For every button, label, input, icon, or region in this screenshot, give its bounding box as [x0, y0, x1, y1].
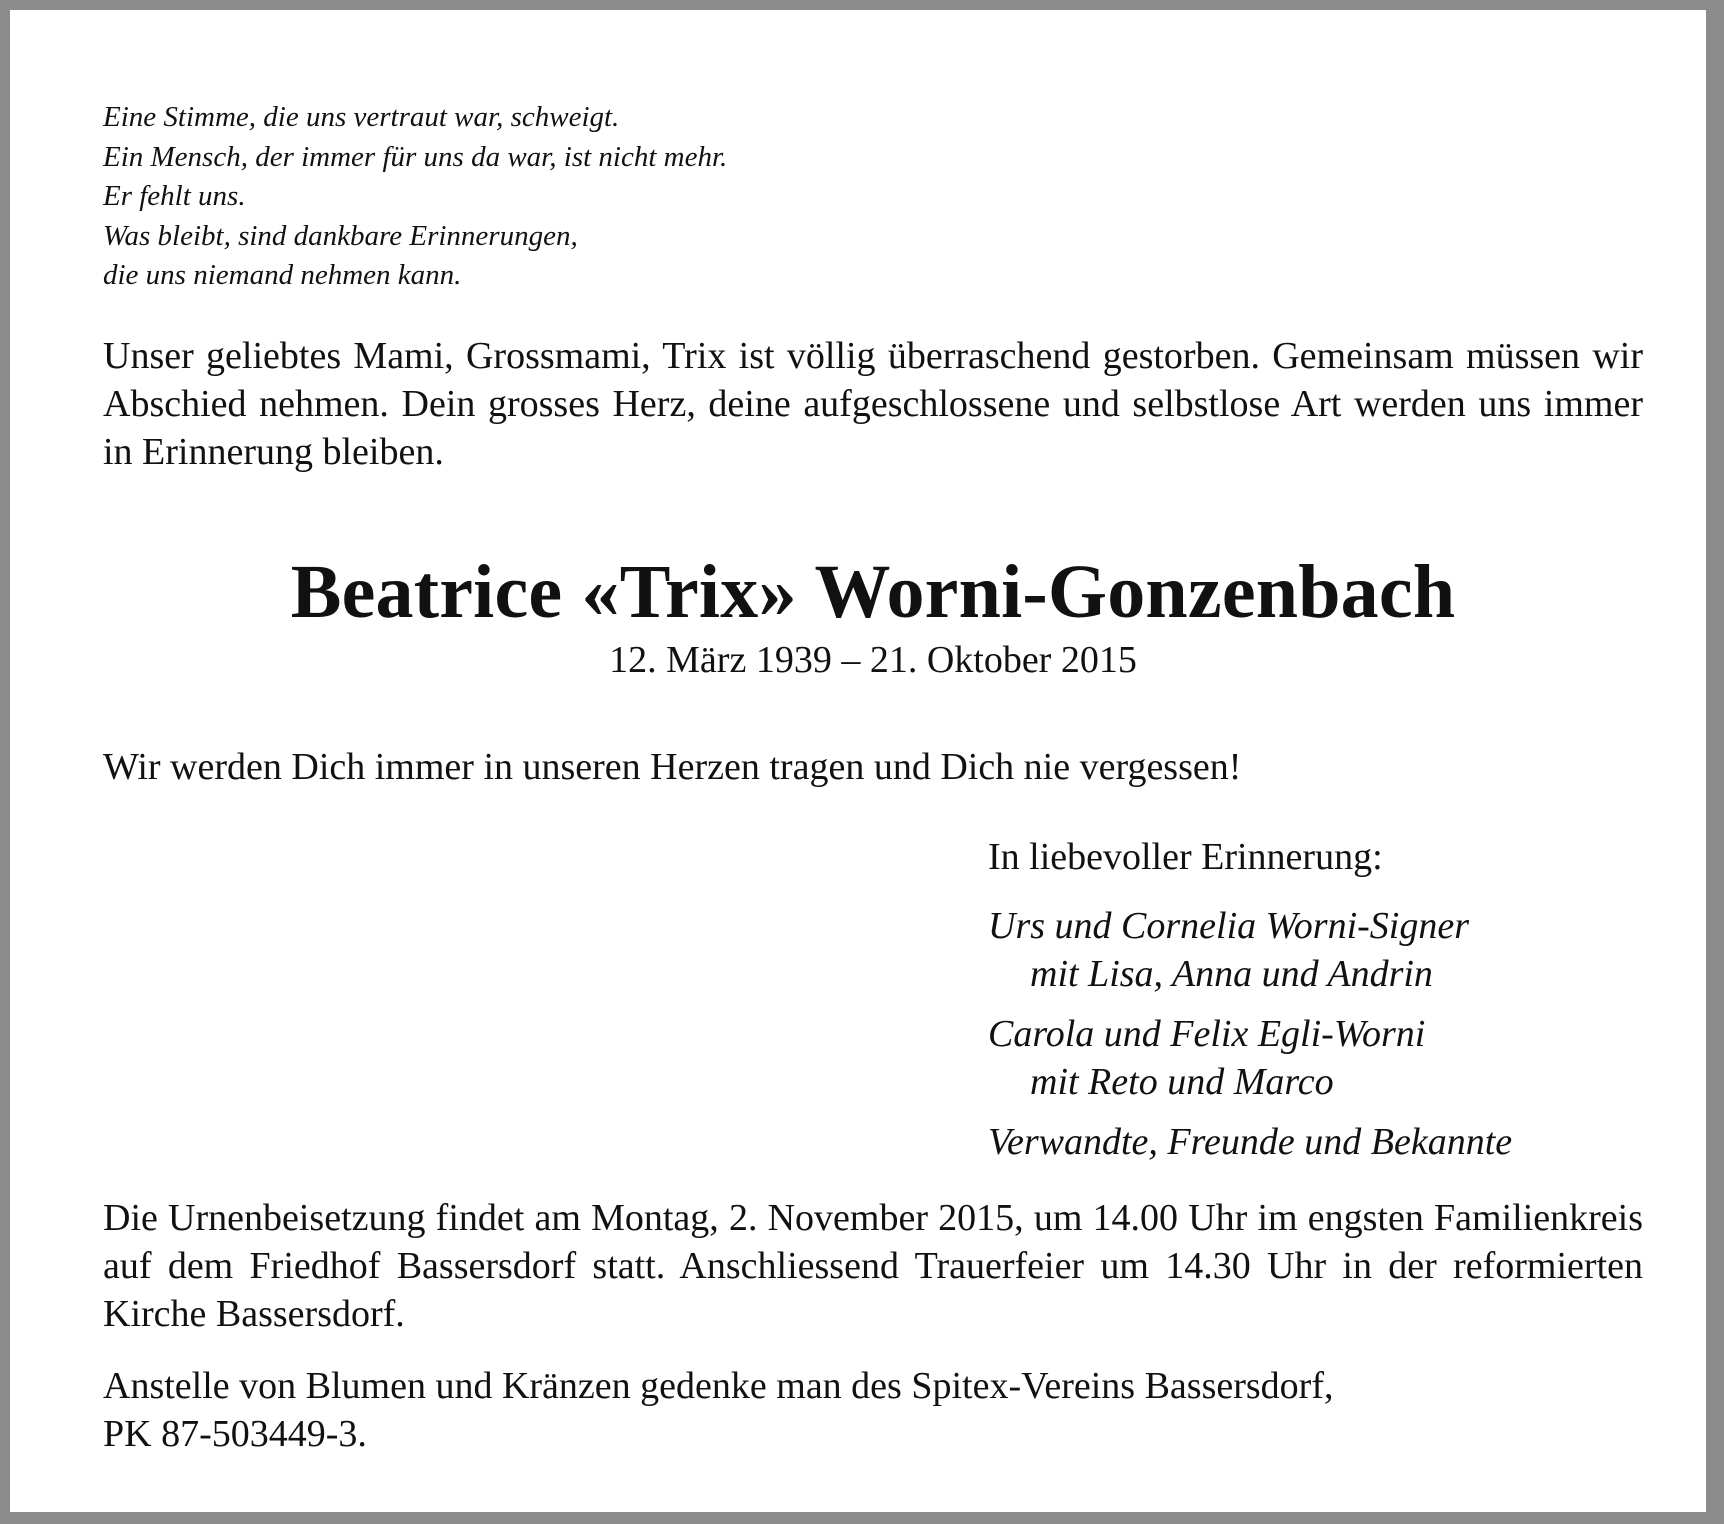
deceased-name: Beatrice «Trix» Worni-Gonzenbach [290, 549, 1456, 634]
mourner-entry [988, 902, 1643, 998]
mourner-children: mit Lisa, Anna und Andrin [1030, 952, 1433, 995]
donation-text: Anstelle von Blumen und Kränzen gedenke man des Spitex-Vereins Bassersdorf, [103, 1364, 1334, 1407]
mourner-name: Urs und Cornelia Worni-Signer [988, 904, 1470, 947]
ceremony-paragraph: Die Urnenbeisetzung findet am Montag, 2. November 2015, um 14.00 Uhr im engsten Familienkreis auf dem Friedhof Bassersdorf statt. Anschliessend Trauerfeier um 14.30 Uhr in der reformierten Kirche Bassersdorf. [103, 1196, 1643, 1335]
mourner-entry [988, 1010, 1643, 1106]
mourner-entry [988, 1118, 1643, 1166]
memorial-poem [103, 98, 1643, 296]
life-dates: 12. März 1939 – 21. Oktober 2015 [609, 638, 1137, 681]
obituary-content [103, 98, 1643, 1458]
closing-line: Wir werden Dich immer in unseren Herzen tragen und Dich nie vergessen! [103, 745, 1242, 788]
mourner-name: Carola und Felix Egli-Worni [988, 1012, 1426, 1055]
mourners-list [988, 902, 1643, 1166]
poem-line: die uns niemand nehmen kann. [103, 259, 462, 291]
intro-paragraph: Unser geliebtes Mami, Grossmami, Trix ist völlig überraschend gestorben. Gemeinsam müssen wir Abschied nehmen. Dein grosses Herz, deine aufgeschlossene und selbstlose Art werden uns immer in Erinnerung bleiben. [103, 334, 1643, 473]
donation-paragraph [103, 1362, 1643, 1458]
poem-line: Was bleibt, sind dankbare Erinnerungen, [103, 219, 578, 252]
signature-heading: In liebevoller Erinnerung: [988, 835, 1383, 878]
donation-account: PK 87-503449-3. [103, 1412, 367, 1455]
signature-block [988, 834, 1643, 1166]
poem-line: Ein Mensch, der immer für uns da war, ist nicht mehr. [103, 140, 728, 173]
poem-line: Er fehlt uns. [103, 180, 246, 212]
mourner-children: mit Reto und Marco [1030, 1060, 1334, 1103]
mourner-name: Verwandte, Freunde und Bekannte [988, 1120, 1513, 1163]
poem-line: Eine Stimme, die uns vertraut war, schweigt. [103, 101, 620, 133]
